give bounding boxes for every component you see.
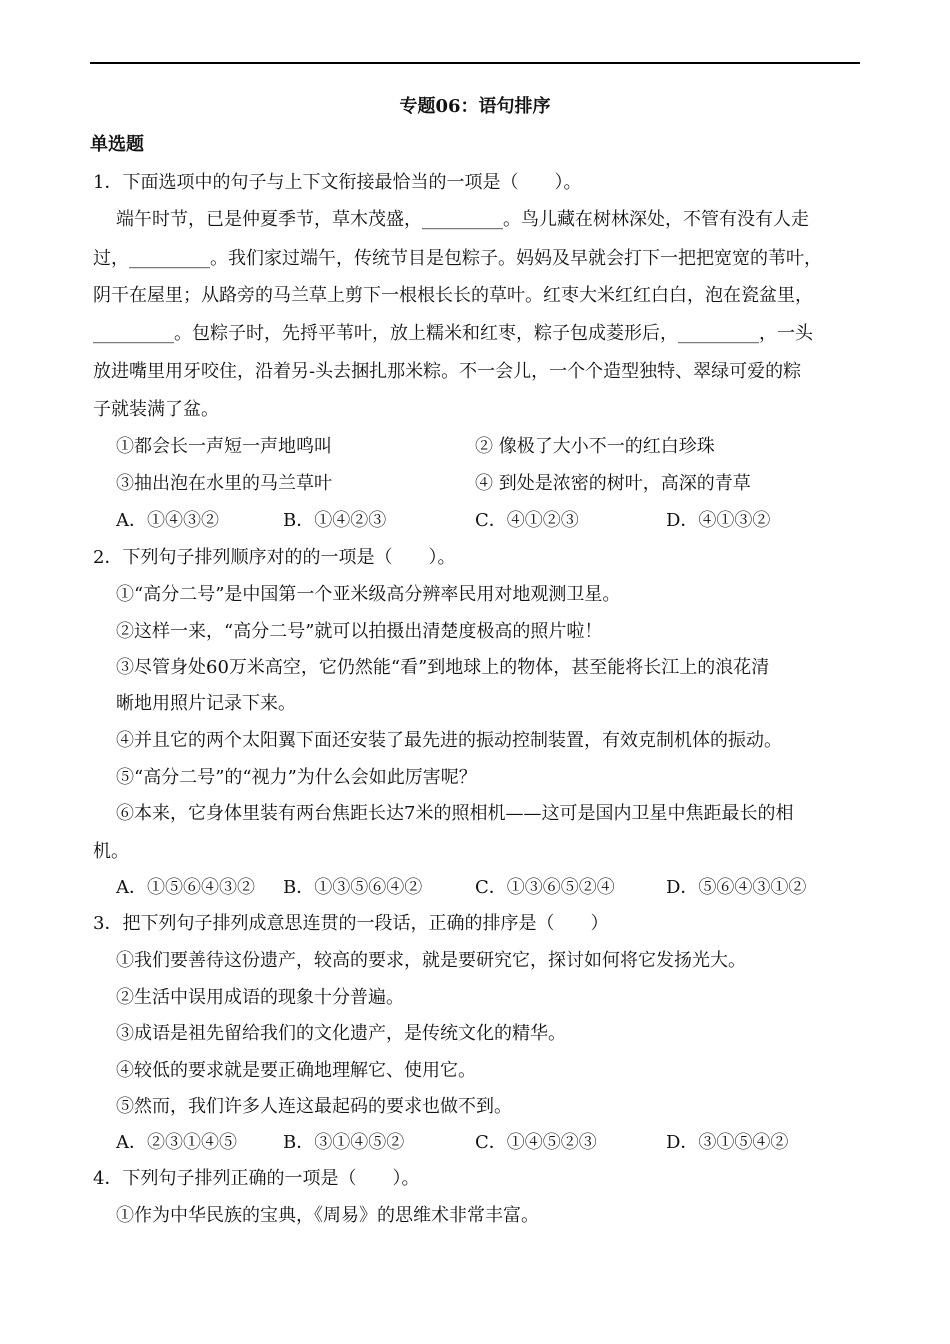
q1-option-d[interactable]: D．④①③② — [666, 510, 771, 531]
question-1-stem: 1．下面选项中的句子与上下文衔接最恰当的一项是（ ）。 — [93, 172, 582, 193]
question-3-stem: 3．把下列句子排列成意思连贯的一段话，正确的排序是（ ） — [93, 913, 609, 934]
q2-option-a[interactable]: A．①⑤⑥④③② — [116, 877, 255, 898]
q3-option-a[interactable]: A．②③①④⑤ — [116, 1132, 237, 1153]
q1-passage-line: _________。包粽子时，先捋平苇叶，放上糯米和红枣，粽子包成菱形后，_________，一头 — [93, 323, 813, 344]
q1-passage-line: 放进嘴里用牙咬住，沿着另-头去捆扎那米粽。不一会儿，一个个造型独特、翠绿可爱的粽 — [93, 361, 802, 382]
q2-option-b[interactable]: B．①③⑤⑥④② — [283, 877, 423, 898]
q1-item: ② 像极了大小不一的红白珍珠 — [475, 436, 715, 457]
q3-option-d[interactable]: D．③①⑤④② — [666, 1132, 789, 1153]
q1-item: ④ 到处是浓密的树叶，高深的青草 — [475, 473, 751, 494]
q1-passage-line: 子就装满了盆。 — [93, 399, 219, 420]
q3-line: ②生活中误用成语的现象十分普遍。 — [116, 987, 404, 1008]
q2-line: ③尽管身处60万米高空，它仍然能“看”到地球上的物体，甚至能将长江上的浪花清 — [116, 657, 770, 678]
q3-option-b[interactable]: B．③①④⑤② — [283, 1132, 405, 1153]
q2-line: ①“高分二号”是中国第一个亚米级高分辨率民用对地观测卫星。 — [116, 584, 621, 605]
q2-line: ②这样一来，“高分二号”就可以拍摄出清楚度极高的照片啦！ — [116, 621, 603, 642]
q4-line: ①作为中华民族的宝典，《周易》的思维术非常丰富。 — [116, 1205, 539, 1226]
question-2-stem: 2．下列句子排列顺序对的的一项是（ ）。 — [93, 547, 456, 568]
q2-option-c[interactable]: C．①③⑥⑤②④ — [475, 877, 615, 898]
q1-item: ③抽出泡在水里的马兰草叶 — [116, 473, 332, 494]
q2-line: ④并且它的两个太阳翼下面还安装了最先进的振动控制装置，有效克制机体的振动。 — [116, 730, 782, 751]
q2-line: ⑥本来，它身体里装有两台焦距长达7米的照相机——这可是国内卫星中焦距最长的相 — [116, 803, 794, 824]
q1-option-a[interactable]: A．①④③② — [116, 510, 219, 531]
q3-line: ⑤然而，我们许多人连这最起码的要求也做不到。 — [116, 1096, 512, 1117]
q3-option-c[interactable]: C．①④⑤②③ — [475, 1132, 597, 1153]
section-heading: 单选题 — [90, 134, 144, 155]
q2-option-d[interactable]: D．⑤⑥④③①② — [666, 877, 807, 898]
q2-line: 机。 — [93, 841, 129, 862]
q2-line: ⑤“高分二号”的“视力”为什么会如此厉害呢？ — [116, 767, 477, 788]
header-rule — [90, 62, 860, 64]
q3-line: ①我们要善待这份遗产，较高的要求，就是要研究它，探讨如何将它发扬光大。 — [116, 950, 746, 971]
question-4-stem: 4．下列句子排列正确的一项是（ ）。 — [93, 1168, 420, 1189]
q1-item: ①都会长一声短一声地鸣叫 — [116, 436, 332, 457]
q2-line: 晰地用照片记录下来。 — [116, 693, 296, 714]
q1-passage-line: 过，_________。我们家过端午，传统节目是包粽子。妈妈及早就会打下一把把宽宽的苇叶， — [93, 248, 822, 269]
q1-passage-line: 阴干在屋里；从路旁的马兰草上剪下一根根长长的草叶。红枣大米红红白白，泡在瓷盆里， — [93, 285, 813, 306]
q1-option-c[interactable]: C．④①②③ — [475, 510, 579, 531]
q1-option-b[interactable]: B．①④②③ — [283, 510, 387, 531]
q3-line: ③成语是祖先留给我们的文化遗产，是传统文化的精华。 — [116, 1023, 566, 1044]
page-title: 专题06：语句排序 — [399, 96, 551, 117]
q3-line: ④较低的要求就是要正确地理解它、使用它。 — [116, 1060, 476, 1081]
q1-passage-line: 端午时节，已是仲夏季节，草木茂盛，_________。鸟儿藏在树林深处，不管有没有人走 — [116, 209, 809, 230]
